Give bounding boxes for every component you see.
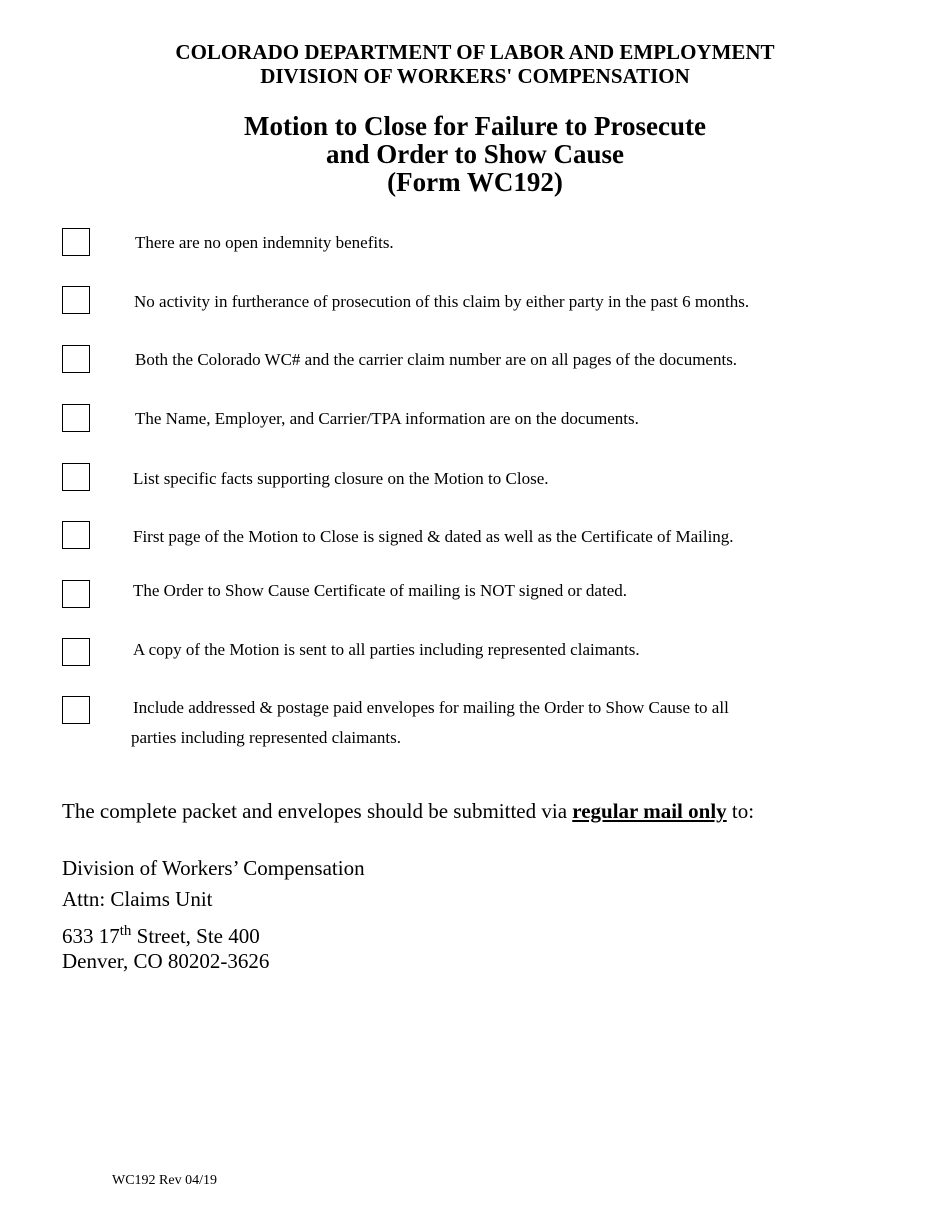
agency-name: COLORADO DEPARTMENT OF LABOR AND EMPLOYMENT	[175, 40, 775, 64]
submission-instructions	[62, 798, 754, 824]
checklist-item-continued: parties including represented claimants.	[131, 728, 402, 747]
ordinal-suffix: th	[119, 923, 132, 939]
checklist-item: No activity in furtherance of prosecution of this claim by either party in the past 6 months.	[134, 292, 750, 311]
checkbox-wc-number[interactable]	[62, 345, 90, 373]
form-revision: WC192 Rev 04/19	[112, 1173, 217, 1188]
address-line4: Denver, CO 80202-3626	[62, 949, 270, 973]
division-name: DIVISION OF WORKERS' COMPENSATION	[260, 64, 690, 88]
checkbox-specific-facts[interactable]	[62, 463, 90, 491]
street-name: Street, Ste 400	[131, 924, 260, 948]
checklist-item: The Order to Show Cause Certificate of mailing is NOT signed or dated.	[133, 581, 627, 600]
submission-text-end: to:	[726, 799, 755, 823]
street-number: 633 17	[62, 924, 120, 948]
checklist-item: The Name, Employer, and Carrier/TPA information are on the documents.	[135, 409, 639, 428]
checklist-item: A copy of the Motion is sent to all parties including represented claimants.	[133, 640, 640, 659]
checklist-item: First page of the Motion to Close is signed & dated as well as the Certificate of Mailing.	[133, 527, 734, 546]
checkbox-copy-sent[interactable]	[62, 638, 90, 666]
form-title-line2: and Order to Show Cause	[325, 139, 625, 169]
checklist-item: Include addressed & postage paid envelopes for mailing the Order to Show Cause to all	[133, 698, 729, 717]
address-line1: Division of Workers’ Compensation	[62, 856, 365, 880]
checkbox-envelopes[interactable]	[62, 696, 90, 724]
checkbox-order-not-signed[interactable]	[62, 580, 90, 608]
checklist-item: List specific facts supporting closure on the Motion to Close.	[133, 469, 549, 488]
checkbox-name-employer[interactable]	[62, 404, 90, 432]
checkbox-no-open-benefits[interactable]	[62, 228, 90, 256]
address-line2: Attn: Claims Unit	[62, 887, 213, 911]
checklist-item: Both the Colorado WC# and the carrier claim number are on all pages of the documents.	[135, 350, 738, 369]
checklist-item: There are no open indemnity benefits.	[135, 233, 394, 252]
checkbox-no-activity[interactable]	[62, 286, 90, 314]
regular-mail-emphasis: regular mail only	[572, 799, 727, 823]
checkbox-signed-dated[interactable]	[62, 521, 90, 549]
form-title-line3: (Form WC192)	[387, 167, 563, 197]
form-title-line1: Motion to Close for Failure to Prosecute	[244, 111, 706, 141]
submission-text: The complete packet and envelopes should be submitted via	[62, 799, 573, 823]
